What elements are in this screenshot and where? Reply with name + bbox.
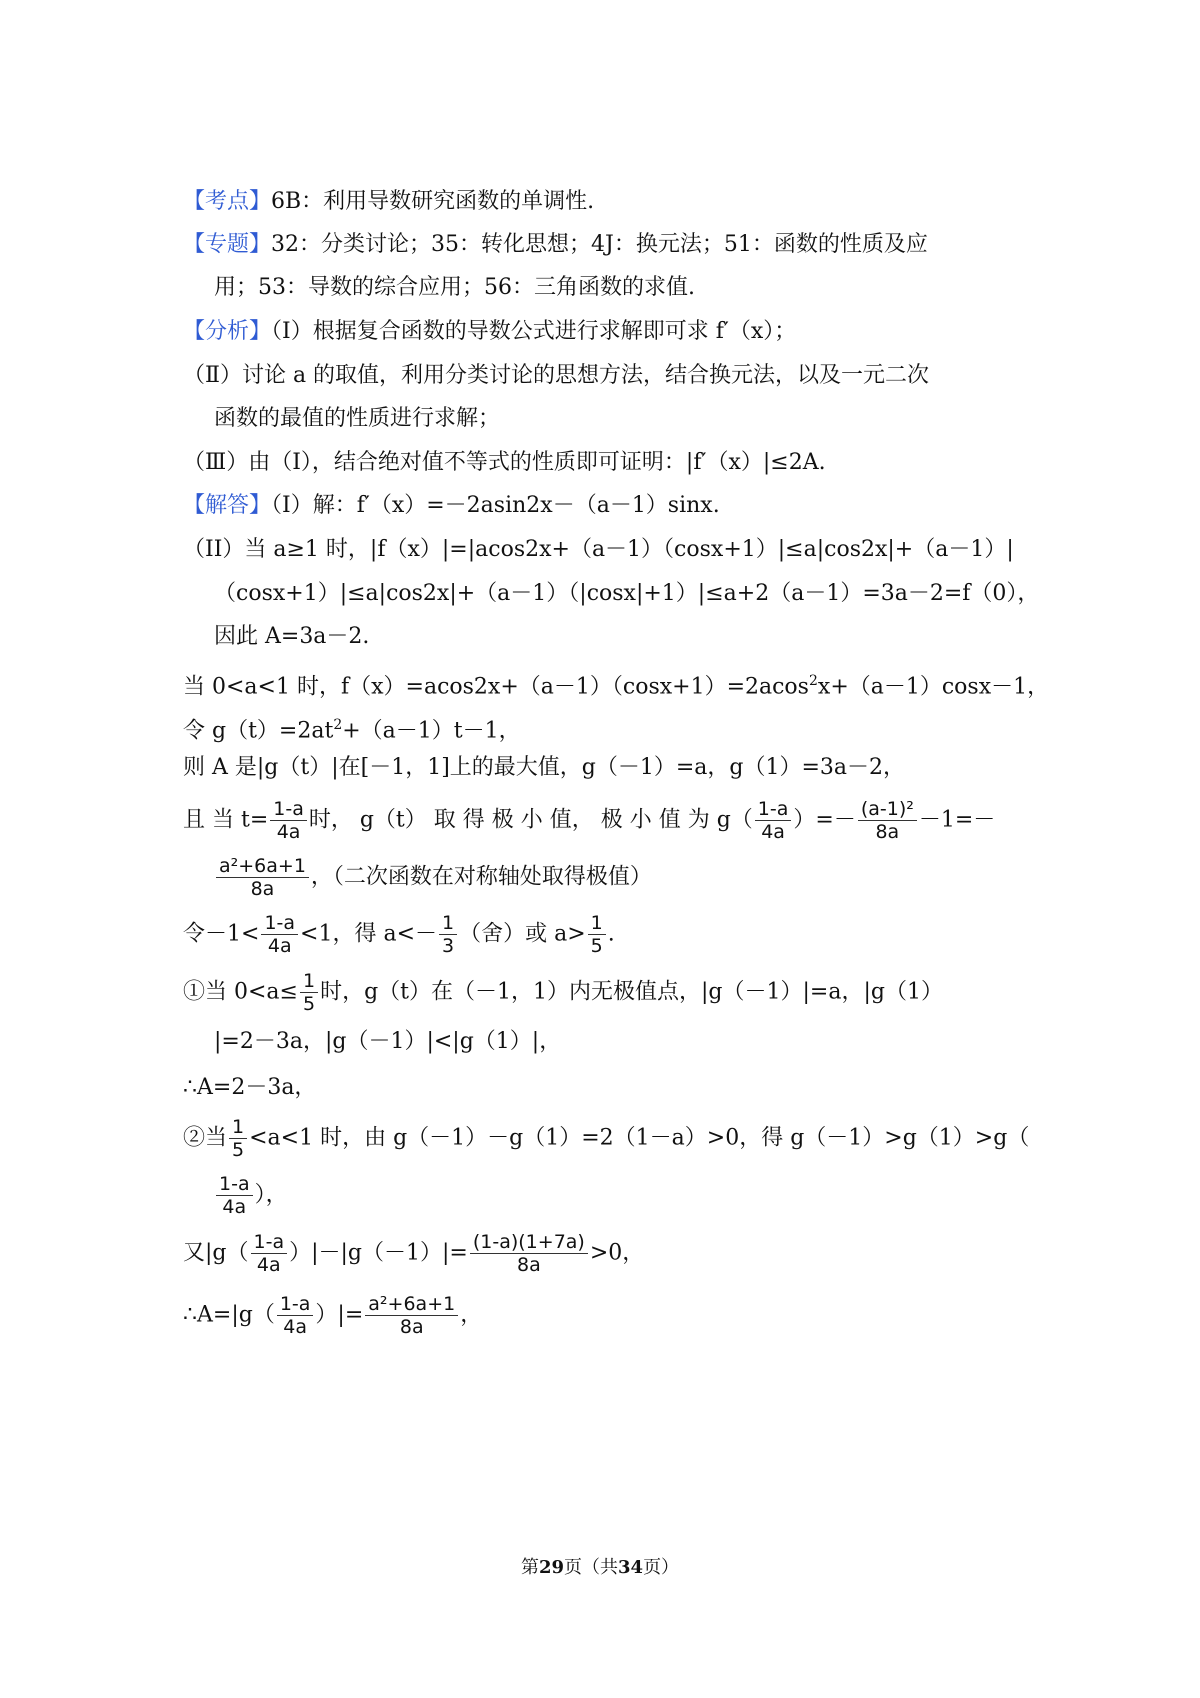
fraction: $\frac{1-a}{4a}$ <box>270 798 307 843</box>
fraction: $\frac{(1-a)(1+7a)}{8a}$ <box>470 1231 588 1276</box>
line-fenxi-2: （Ⅱ）讨论 a 的取值，利用分类讨论的思想方法，结合换元法，以及一元二次 <box>183 363 930 388</box>
tag-kaodian: 【考点】 <box>183 189 272 214</box>
line-min-value-cont: $\frac{\text{a²+6a+1}}{8a}$ ，（二次函数在对称轴处取得极值） <box>214 855 652 900</box>
fraction: $\frac{1}{5}$ <box>588 912 606 957</box>
line-compare: 又|g（ $\frac{1-a}{4a}$ ）|－|g（－1）|= $\frac{(1-a)(1+7a)}{8a}$ >0， <box>183 1231 645 1276</box>
line-zhuanti: 【专题】32：分类讨论；35：转化思想；4J：换元法；51：函数的性质及应 <box>183 232 928 257</box>
fraction: $\frac{\text{(a-1)²}}{8a}$ <box>858 798 917 843</box>
line-max-abs-g: 则 A 是|g（t）|在[－1，1]上的最大值，g（－1）=a，g（1）=3a－2， <box>183 755 906 780</box>
line-condition: 令－1< $\frac{1-a}{4a}$ <1，得 a<－ $\frac{1}{3}$ （舍）或 a> $\frac{1}{5}$ . <box>183 912 615 957</box>
total-pages: 34 <box>618 1557 644 1578</box>
line-final-a: ∴A=|g（ $\frac{1-a}{4a}$ ）|= $\frac{\text{a²+6a+1}}{8a}$ ， <box>183 1293 483 1338</box>
line-min-value: 且 当 t= $\frac{1-a}{4a}$ 时， g（t） 取 得 极 小 值， 极 小 值 为 g（ $\frac{1-a}{4a}$ ）=－ $\frac{\text{(a-1)²}}{8a}$ －1=－ <box>183 798 996 843</box>
line-sub-case-1: ①当 0<a≤ $\frac{1}{5}$ 时，g（t）在（－1，1）内无极值点，|g（－1）|=a，|g（1） <box>183 970 943 1015</box>
line-sub-case-2-cont: $\frac{1-a}{4a}$ ）， <box>214 1173 288 1218</box>
fraction: $\frac{1-a}{4a}$ <box>216 1173 253 1218</box>
fraction: $\frac{1-a}{4a}$ <box>755 798 792 843</box>
tag-fenxi: 【分析】 <box>183 319 272 344</box>
fraction: $\frac{1-a}{4a}$ <box>261 912 298 957</box>
fraction: $\frac{1-a}{4a}$ <box>251 1231 288 1276</box>
line-sub-case-1-result: ∴A=2－3a， <box>183 1075 317 1100</box>
line-jieda: 【解答】（I）解：f′（x）=－2asin2x－（a－1）sinx. <box>183 493 720 518</box>
fraction: $\frac{1}{3}$ <box>439 912 457 957</box>
fraction: $\frac{\text{a²+6a+1}}{8a}$ <box>365 1293 458 1338</box>
line-case-0-a-1: 当 0<a<1 时，f（x）=acos2x+（a－1）（cosx+1）=2acos$^2$x+（a－1）cosx－1， <box>183 673 1050 700</box>
line-sub-case-2: ②当 $\frac{1}{5}$ <a<1 时，由 g（－1）－g（1）=2（1－a）>0，得 g（－1）>g（1）>g（ <box>183 1116 1030 1161</box>
line-case-a-ge-1: （II）当 a≥1 时，|f（x）|=|acos2x+（a－1）（cosx+1）|≤a|cos2x|+（a－1）| <box>183 537 1014 562</box>
line-fenxi-2-cont: 函数的最值的性质进行求解； <box>214 406 501 431</box>
fraction: $\frac{\text{a²+6a+1}}{8a}$ <box>216 855 309 900</box>
tag-jieda: 【解答】 <box>183 493 272 518</box>
tag-zhuanti: 【专题】 <box>183 232 272 257</box>
page-number: 29 <box>538 1557 564 1578</box>
line-zhuanti-cont: 用；53：导数的综合应用；56：三角函数的求值. <box>214 275 695 300</box>
line-case-a-ge-1-result: 因此 A=3a－2. <box>214 624 370 649</box>
line-sub-case-1-cont: |=2－3a，|g（－1）|<|g（1）|， <box>214 1029 562 1054</box>
fraction: $\frac{1}{5}$ <box>229 1116 247 1161</box>
page-footer: 第29页（共34页） <box>520 1557 680 1578</box>
fraction: $\frac{1}{5}$ <box>300 970 318 1015</box>
line-kaodian: 【考点】6B：利用导数研究函数的单调性. <box>183 189 595 214</box>
line-case-a-ge-1-cont: （cosx+1）|≤a|cos2x|+（a－1）（|cosx|+1）|≤a+2（a－1）=3a－2=f（0）， <box>214 581 1040 606</box>
fraction: $\frac{1-a}{4a}$ <box>277 1293 314 1338</box>
line-define-g: 令 $g(t)=2at^2+(a-1)t-1$， <box>183 717 521 744</box>
line-fenxi-3: （Ⅲ）由（I），结合绝对值不等式的性质即可证明：|f′（x）|≤2A. <box>183 450 826 475</box>
line-fenxi: 【分析】（Ⅰ）根据复合函数的导数公式进行求解即可求 f′（x）； <box>183 319 797 344</box>
